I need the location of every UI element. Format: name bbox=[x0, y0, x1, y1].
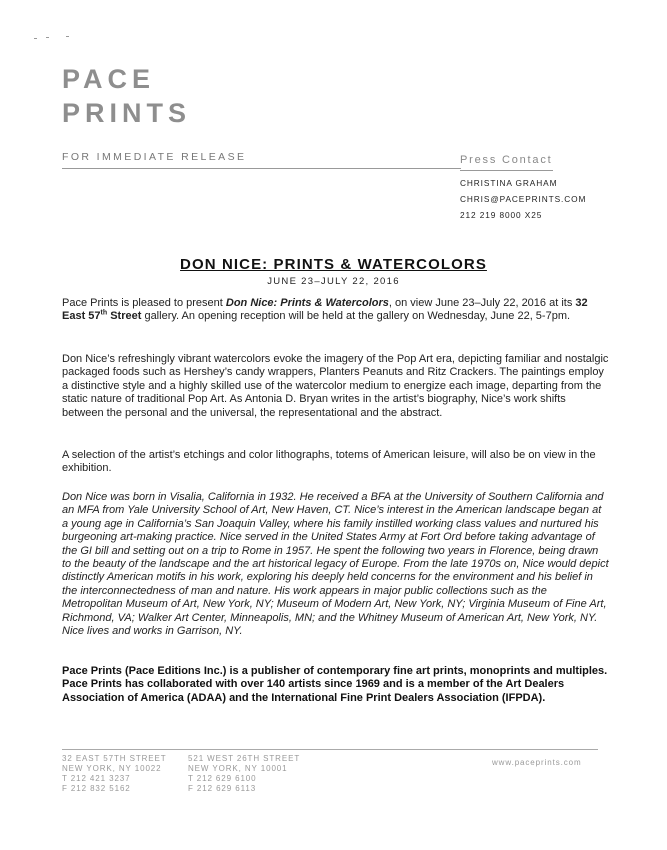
intro-text-c: gallery. An opening reception will be held at the gallery on Wednesday, June 22, 5-7pm. bbox=[141, 310, 571, 323]
footer-location-1-fax: F 212 832 5162 bbox=[62, 784, 131, 793]
footer-location-2-city: NEW YORK, NY 10001 bbox=[188, 764, 288, 773]
description-paragraph: Don Nice’s refreshingly vibrant watercolors evoke the imagery of the Pop Art era, depicting familiar and nostalgic packaged foods such as Hershey’s candy wrappers, Planters Peanuts and Ritz Crackers. The paintings employ a distinctive style and a highly skilled use of the watercolor medium to energize each image, departing from the static nature of traditional Pop Art. As Antonia D. Bryan writes in the artist’s biography, Nice’s work shifts between the personal and the universal, the representational and the abstract. bbox=[62, 353, 609, 419]
logo-line-1: PACE bbox=[62, 64, 156, 94]
press-contact-heading: Press Contact bbox=[460, 154, 553, 166]
footer-divider bbox=[62, 749, 598, 750]
scan-speck bbox=[34, 38, 37, 39]
intro-show-title: Don Nice: Prints & Watercolors bbox=[225, 297, 389, 309]
release-label: FOR IMMEDIATE RELEASE bbox=[62, 151, 247, 163]
intro-address-street: Street bbox=[107, 310, 142, 323]
footer-website-link[interactable]: www.paceprints.com bbox=[492, 758, 582, 767]
footer-location-2 bbox=[188, 754, 300, 794]
footer-location-2-fax: F 212 629 6113 bbox=[188, 784, 257, 793]
intro-paragraph bbox=[62, 297, 610, 324]
footer-location-2-phone: T 212 629 6100 bbox=[188, 774, 257, 783]
footer-location-1-city: NEW YORK, NY 10022 bbox=[62, 764, 162, 773]
scan-speck bbox=[66, 36, 69, 37]
logo-line-2: PRINTS bbox=[62, 98, 192, 128]
contact-phone: 212 219 8000 X25 bbox=[460, 210, 543, 220]
intro-address-number: 32 East 57 bbox=[62, 297, 588, 323]
contact-name: CHRISTINA GRAHAM bbox=[460, 178, 558, 188]
scan-speck bbox=[46, 37, 49, 38]
footer-location-1 bbox=[62, 754, 167, 794]
intro-address-suffix: th bbox=[100, 309, 108, 317]
exhibition-dates: JUNE 23–JULY 22, 2016 bbox=[267, 276, 400, 287]
exhibition-title: DON NICE: PRINTS & WATERCOLORS bbox=[180, 256, 487, 273]
press-contact-divider bbox=[460, 170, 553, 171]
intro-text-b: , on view June 23–July 22, 2016 at its bbox=[388, 297, 576, 309]
footer-location-1-phone: T 212 421 3237 bbox=[62, 774, 131, 783]
artist-bio-paragraph: Don Nice was born in Visalia, California in 1932. He received a BFA at the University of Southern California and an MFA from Yale University School of Art, New Haven, CT. Nice’s interest in the American landscape began at a young age in California’s San Joaquin Valley, where his family instilled working class values and nurtured his burgeoning art-making practice. Nice served in the United States Army at Fort Ord before taking advantage of the GI bill and setting out on a trip to Rome in 1957. He spent the following two years in Florence, being drawn to the beauty of the landscape and the art historical legacy of Europe. From the late 1970s on, Nice would depict distinctly American motifs in his work, exploring his deeply held concerns for the environment and his belief in the interconnectedness of man and nature. His work appears in major public collections such as the Metropolitan Museum of Art, New York, NY; Museum of Modern Art, New York, NY; Virginia Museum of Fine Art, Richmond, VA; Walker Art Center, Minneapolis, MN; and the Whitney Museum of American Art, New York, NY. Nice lives and works in Garrison, NY. bbox=[62, 491, 609, 638]
about-pace-prints-paragraph: Pace Prints (Pace Editions Inc.) is a publisher of contemporary fine art prints, monoprints and multiples. Pace Prints has collaborated with over 140 artists since 1969 and is a member of the Art Dealers Association of America (ADAA) and the International Fine Print Dealers Association (IFPDA). bbox=[62, 665, 608, 704]
intro-text-a: Pace Prints is pleased to present bbox=[62, 297, 226, 309]
footer-location-1-street: 32 EAST 57TH STREET bbox=[62, 754, 167, 763]
footer-location-2-street: 521 WEST 26TH STREET bbox=[188, 754, 301, 763]
release-divider bbox=[62, 168, 461, 169]
contact-email[interactable]: CHRIS@PACEPRINTS.COM bbox=[460, 194, 587, 204]
selection-paragraph: A selection of the artist’s etchings and color lithographs, totems of American leisure, will also be on view in the exhibition. bbox=[62, 449, 596, 475]
